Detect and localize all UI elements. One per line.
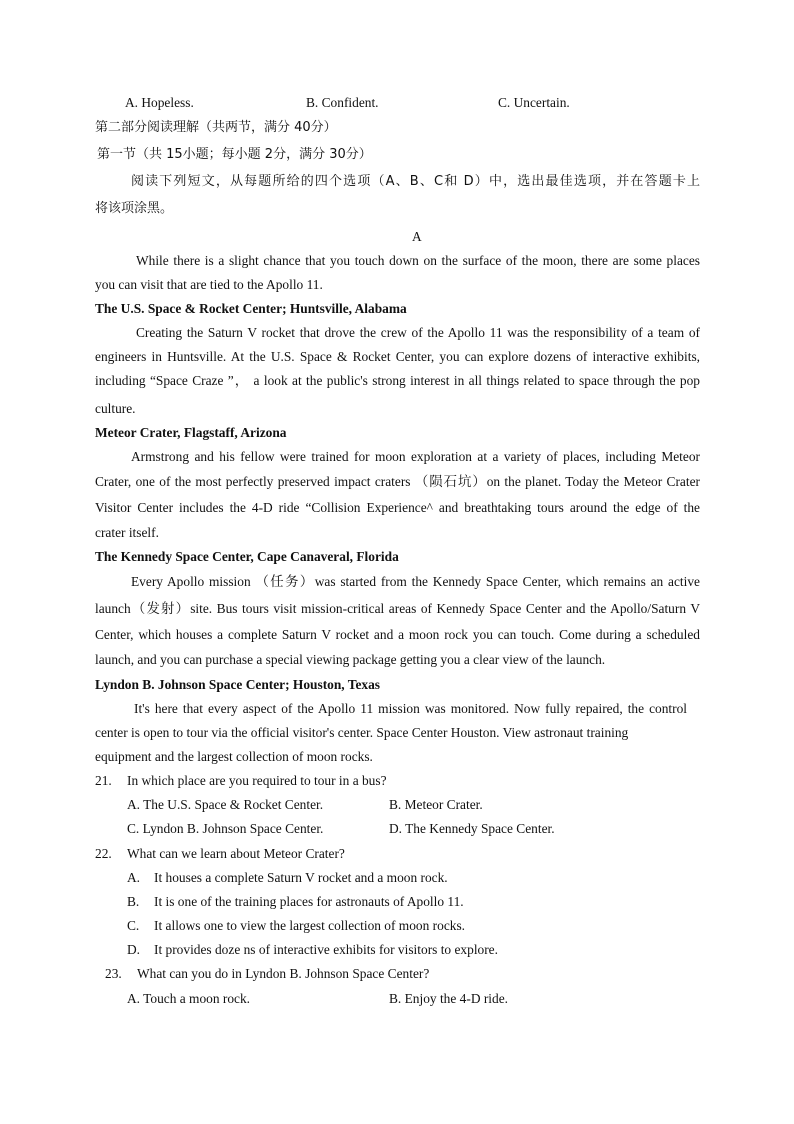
intro-line-2: you can visit that are tied to the Apollo 11. (95, 277, 323, 292)
p1-line-4: culture. (95, 401, 136, 416)
p2-line-4: crater itself. (95, 525, 159, 540)
section-one-title: 第一节（共 15小题；每小题 2分，满分 30分） (97, 147, 372, 162)
p2-line-3: Visitor Center includes the 4-D ride “Collision Experience^ and breathtaking tours around the edge of the (95, 500, 700, 515)
q22-option-a-label: A. (127, 870, 141, 885)
q22-option-b-label: B. (127, 894, 140, 909)
q21-option-a: A. The U.S. Space & Rocket Center. (127, 797, 324, 812)
q22-option-b: It is one of the training places for astronauts of Apollo 11. (154, 894, 464, 909)
option-c-uncertain: C. Uncertain. (498, 95, 570, 110)
q22-number: 22. (95, 846, 112, 861)
p1-line-1: Creating the Saturn V rocket that drove the crew of the Apollo 11 was the responsibility of a team of (136, 325, 700, 340)
intro-line-1: While there is a slight chance that you touch down on the surface of the moon, there are some places (136, 253, 700, 268)
q22-stem: What can we learn about Meteor Crater? (127, 846, 345, 861)
q22-option-a: It houses a complete Saturn V rocket and a moon rock. (154, 870, 448, 885)
q21-stem: In which place are you required to tour in a bus? (127, 773, 387, 788)
p1-line-3: including “Space Craze ”， a look at the public's strong interest in all things related to space through the pop (95, 373, 700, 388)
p3-line-3: Center, which houses a complete Saturn V rocket and a moon rock you can touch. Come during a scheduled (95, 627, 700, 642)
instruction-line-2: 将该项涂黑。 (95, 201, 174, 216)
p3-line-4: launch, and you can purchase a special viewing package getting you a clear view of the launch. (95, 652, 606, 667)
option-a-hopeless: A. Hopeless. (125, 95, 194, 110)
q21-option-b: B. Meteor Crater. (389, 797, 483, 812)
q22-option-c: It allows one to view the largest collection of moon rocks. (154, 918, 466, 933)
part-two-title: 第二部分阅读理解（共两节，满分 40分） (95, 120, 337, 135)
q22-option-c-label: C. (127, 918, 140, 933)
p4-line-2: center is open to tour via the official visitor's center. Space Center Houston. View astronaut training (95, 725, 629, 740)
q23-stem: What can you do in Lyndon B. Johnson Space Center? (137, 966, 430, 981)
p4-line-3: equipment and the largest collection of moon rocks. (95, 749, 373, 764)
q21-option-d: D. The Kennedy Space Center. (389, 821, 555, 836)
heading-meteor-crater: Meteor Crater, Flagstaff, Arizona (95, 425, 287, 440)
p2-line-2: Crater, one of the most perfectly preserved impact craters （陨石坑）on the planet. Today the Meteor Crater (95, 474, 700, 489)
q21-number: 21. (95, 773, 112, 788)
q21-option-c: C. Lyndon B. Johnson Space Center. (127, 821, 324, 836)
q22-option-d: It provides doze ns of interactive exhibits for visitors to explore. (154, 942, 498, 957)
q22-option-d-label: D. (127, 942, 141, 957)
instruction-line-1: 阅读下列短文，从每题所给的四个选项（A、B、C和 D）中，选出最佳选项，并在答题卡上 (131, 174, 700, 189)
heading-johnson: Lyndon B. Johnson Space Center; Houston, Texas (95, 677, 380, 692)
p1-line-2: engineers in Huntsville. At the U.S. Space & Rocket Center, you can explore dozens of interactive exhibits, (95, 349, 700, 364)
option-b-confident: B. Confident. (306, 95, 379, 110)
p4-line-1: It's here that every aspect of the Apollo 11 mission was monitored. Now fully repaired, the control (134, 701, 687, 716)
q23-option-a: A. Touch a moon rock. (127, 991, 251, 1006)
p2-line-1: Armstrong and his fellow were trained for moon exploration at a variety of places, including Meteor (131, 449, 700, 464)
q23-option-b: B. Enjoy the 4-D ride. (389, 991, 509, 1006)
q23-number: 23. (105, 966, 122, 981)
p3-line-2: launch（发射）site. Bus tours visit mission-critical areas of Kennedy Space Center and the Apollo/Saturn V (95, 601, 700, 616)
passage-letter: A (412, 229, 422, 244)
heading-rocket-center: The U.S. Space & Rocket Center; Huntsville, Alabama (95, 301, 407, 316)
p3-line-1: Every Apollo mission （任务）was started from the Kennedy Space Center, which remains an active (131, 574, 700, 589)
heading-kennedy: The Kennedy Space Center, Cape Canaveral, Florida (95, 549, 399, 564)
